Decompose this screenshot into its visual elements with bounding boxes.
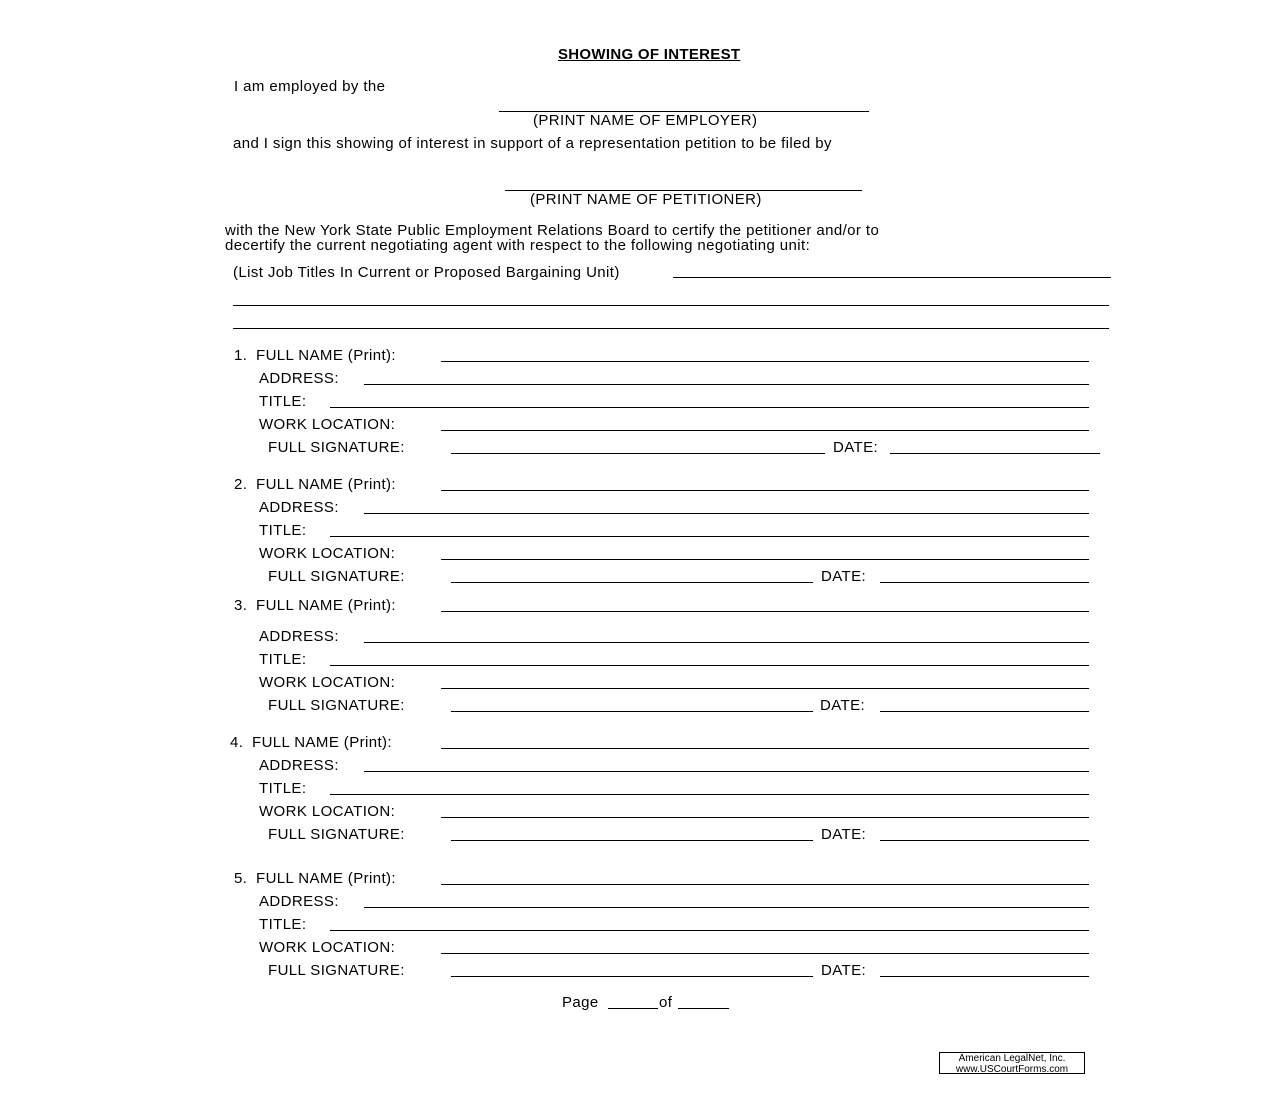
title-field[interactable] (330, 794, 1089, 795)
publisher-url: www.USCourtForms.com (955, 1064, 1069, 1075)
date-label: DATE: (820, 697, 866, 714)
date-label: DATE: (821, 568, 867, 585)
work-location-label: WORK LOCATION: (259, 545, 396, 562)
full-signature-label: FULL SIGNATURE: (268, 568, 405, 585)
full-signature-field[interactable] (451, 840, 813, 841)
date-field[interactable] (890, 453, 1100, 454)
title-label: TITLE: (259, 651, 307, 668)
full-name-field[interactable] (441, 611, 1089, 612)
signer-number: 5. (234, 870, 248, 887)
publisher-name: American LegalNet, Inc. (958, 1053, 1066, 1064)
full-signature-field[interactable] (451, 582, 813, 583)
page-title: SHOWING OF INTEREST (558, 46, 741, 63)
title-field[interactable] (330, 536, 1089, 537)
employed-by-text: I am employed by the (234, 78, 386, 95)
address-label: ADDRESS: (259, 370, 339, 387)
full-signature-label: FULL SIGNATURE: (268, 697, 405, 714)
board-statement-line2: decertify the current negotiating agent with respect to the following negotiating unit: (225, 237, 811, 254)
title-label: TITLE: (259, 393, 307, 410)
signer-number: 3. (234, 597, 248, 614)
job-titles-field-1[interactable] (673, 277, 1111, 278)
title-field[interactable] (330, 407, 1089, 408)
signer-number: 2. (234, 476, 248, 493)
title-label: TITLE: (259, 780, 307, 797)
full-name-label: FULL NAME (Print): (256, 597, 396, 614)
address-field[interactable] (364, 771, 1089, 772)
work-location-field[interactable] (441, 688, 1089, 689)
job-titles-label: (List Job Titles In Current or Proposed Bargaining Unit) (233, 264, 620, 281)
full-name-label: FULL NAME (Print): (256, 347, 396, 364)
full-name-label: FULL NAME (Print): (256, 870, 396, 887)
full-name-field[interactable] (441, 884, 1089, 885)
sign-statement: and I sign this showing of interest in support of a representation petition to be filed by (233, 135, 832, 152)
page-total-field[interactable] (678, 1008, 729, 1009)
board-statement-line1: with the New York State Public Employment Relations Board to certify the petitioner and/or to (225, 222, 880, 239)
petitioner-caption: (PRINT NAME OF PETITIONER) (530, 191, 762, 208)
title-field[interactable] (330, 930, 1089, 931)
full-name-field[interactable] (441, 361, 1089, 362)
full-name-label: FULL NAME (Print): (252, 734, 392, 751)
signer-number: 4. (230, 734, 244, 751)
full-signature-field[interactable] (451, 711, 813, 712)
page-label: Page (562, 994, 599, 1011)
date-label: DATE: (833, 439, 879, 456)
date-field[interactable] (880, 711, 1089, 712)
address-field[interactable] (364, 907, 1089, 908)
full-name-field[interactable] (441, 490, 1089, 491)
page-number-field[interactable] (608, 1008, 658, 1009)
work-location-label: WORK LOCATION: (259, 674, 396, 691)
title-label: TITLE: (259, 522, 307, 539)
title-label: TITLE: (259, 916, 307, 933)
job-titles-field-2[interactable] (233, 305, 1109, 306)
job-titles-field-3[interactable] (233, 328, 1109, 329)
date-field[interactable] (880, 582, 1089, 583)
address-label: ADDRESS: (259, 499, 339, 516)
work-location-field[interactable] (441, 430, 1089, 431)
work-location-field[interactable] (441, 953, 1089, 954)
full-signature-label: FULL SIGNATURE: (268, 826, 405, 843)
address-field[interactable] (364, 513, 1089, 514)
publisher-footer (939, 1052, 1085, 1074)
full-signature-field[interactable] (451, 453, 825, 454)
address-label: ADDRESS: (259, 628, 339, 645)
full-name-field[interactable] (441, 748, 1089, 749)
date-label: DATE: (821, 826, 867, 843)
work-location-field[interactable] (441, 817, 1089, 818)
address-field[interactable] (364, 384, 1089, 385)
date-field[interactable] (880, 976, 1089, 977)
full-signature-label: FULL SIGNATURE: (268, 962, 405, 979)
full-signature-label: FULL SIGNATURE: (268, 439, 405, 456)
date-field[interactable] (880, 840, 1089, 841)
full-name-label: FULL NAME (Print): (256, 476, 396, 493)
title-field[interactable] (330, 665, 1089, 666)
work-location-field[interactable] (441, 559, 1089, 560)
address-field[interactable] (364, 642, 1089, 643)
full-signature-field[interactable] (451, 976, 813, 977)
work-location-label: WORK LOCATION: (259, 416, 396, 433)
address-label: ADDRESS: (259, 893, 339, 910)
signer-number: 1. (234, 347, 248, 364)
work-location-label: WORK LOCATION: (259, 803, 396, 820)
employer-caption: (PRINT NAME OF EMPLOYER) (533, 112, 758, 129)
date-label: DATE: (821, 962, 867, 979)
address-label: ADDRESS: (259, 757, 339, 774)
of-label: of (659, 994, 673, 1011)
work-location-label: WORK LOCATION: (259, 939, 396, 956)
